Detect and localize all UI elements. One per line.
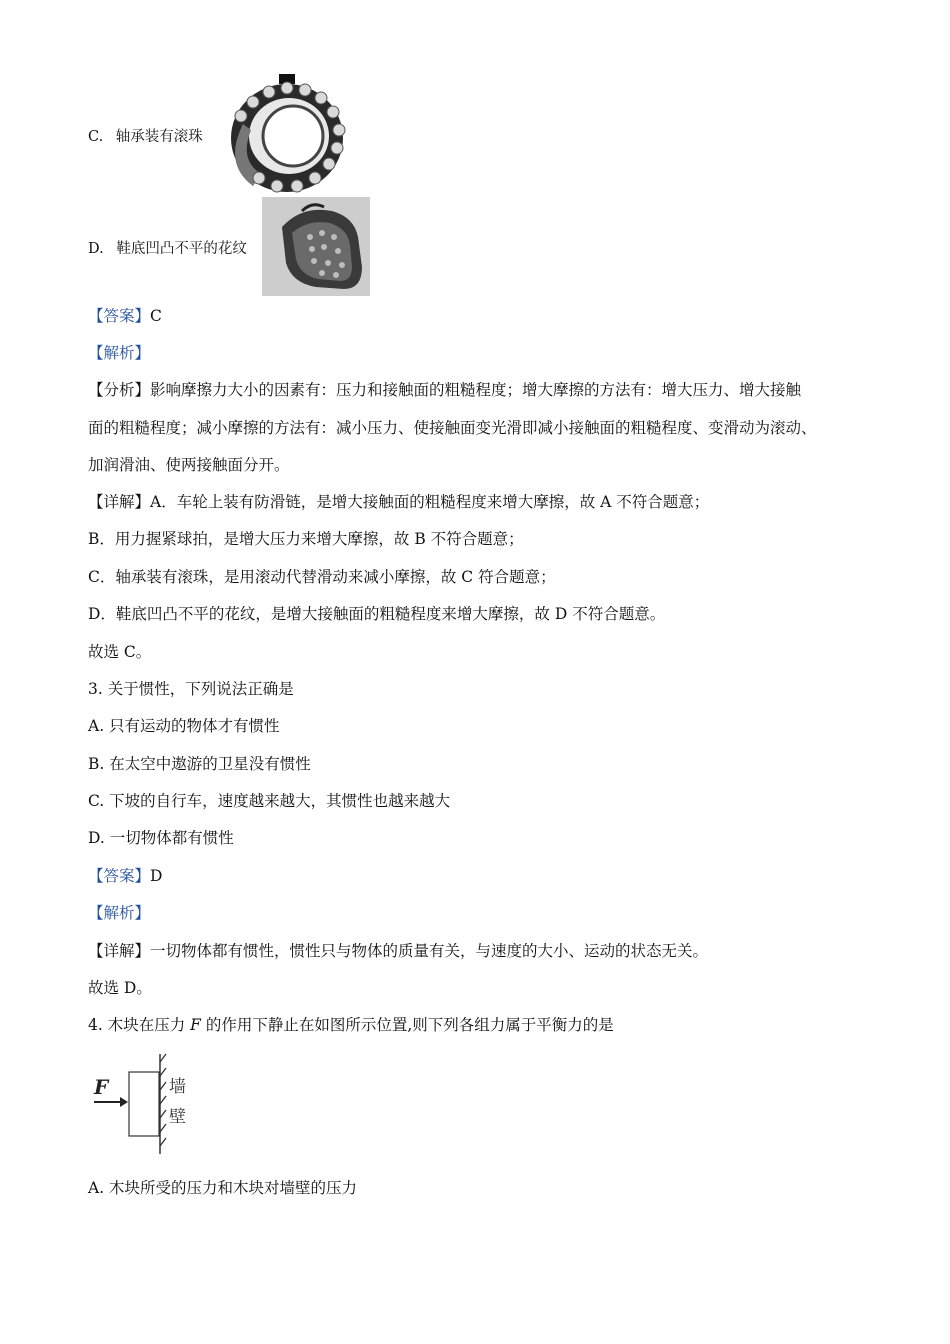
q3-option-d: D. 一切物体都有惯性 — [88, 829, 234, 847]
force-arrowhead — [120, 1097, 128, 1107]
q2-detail-b: B．用力握紧球拍，是增大压力来增大摩擦，故 B 不符合题意； — [88, 530, 524, 548]
q2-detail-c: C．轴承装有滚珠，是用滚动代替滑动来减小摩擦，故 C 符合题意； — [88, 568, 556, 586]
ball-bearing-icon — [213, 74, 351, 195]
q2-conclusion: 故选 C。 — [88, 643, 152, 661]
q3-analysis-tag: 【解析】 — [88, 904, 151, 922]
q3-stem: 3. 关于惯性，下列说法正确是 — [88, 680, 294, 698]
q3-option-c: C. 下坡的自行车，速度越来越大，其惯性也越来越大 — [88, 792, 451, 810]
q2-detail-a: 【详解】A．车轮上装有防滑链，是增大接触面的粗糙程度来增大摩擦，故 A 不符合题意； — [88, 493, 710, 511]
q3-option-b: B. 在太空中遨游的卫星没有惯性 — [88, 755, 311, 773]
option-d: D. 鞋底凹凸不平的花纹 — [88, 241, 247, 257]
block-wall-diagram — [92, 1052, 192, 1156]
q3-option-a: A. 只有运动的物体才有惯性 — [88, 717, 280, 735]
q4-stem: 4. 木块在压力 F 的作用下静止在如图所示位置,则下列各组力属于平衡力的是 — [88, 1016, 614, 1034]
q2-fenxi-line3: 加润滑油、使两接触面分开。 — [88, 456, 290, 474]
wall-hatching — [160, 1054, 166, 1146]
q3-answer: 【答案】D — [88, 867, 163, 885]
option-c: C. 轴承装有滚珠 — [88, 129, 203, 145]
shoe-sole-icon — [262, 197, 370, 296]
wooden-block — [129, 1072, 159, 1136]
q2-answer: 【答案】C — [88, 307, 162, 325]
q3-conclusion: 故选 D。 — [88, 979, 152, 997]
force-label: F — [94, 1075, 109, 1099]
q2-analysis-tag: 【解析】 — [88, 344, 151, 362]
wall-label-1: 墙 — [169, 1077, 186, 1097]
wall-label-2: 壁 — [169, 1107, 186, 1127]
q2-fenxi-line1: 【分析】影响摩擦力大小的因素有：压力和接触面的粗糙程度；增大摩擦的方法有：增大压力、增大接触 — [88, 381, 802, 399]
q2-fenxi-line2: 面的粗糙程度；减小摩擦的方法有：减小压力、使接触面变光滑即减小接触面的粗糙程度、变滑动为滚动、 — [88, 419, 817, 437]
q2-detail-d: D．鞋底凹凸不平的花纹，是增大接触面的粗糙程度来增大摩擦，故 D 不符合题意。 — [88, 605, 666, 623]
q4-option-a: A. 木块所受的压力和木块对墙壁的压力 — [88, 1179, 358, 1197]
q3-detail: 【详解】一切物体都有惯性，惯性只与物体的质量有关，与速度的大小、运动的状态无关。 — [88, 942, 709, 960]
